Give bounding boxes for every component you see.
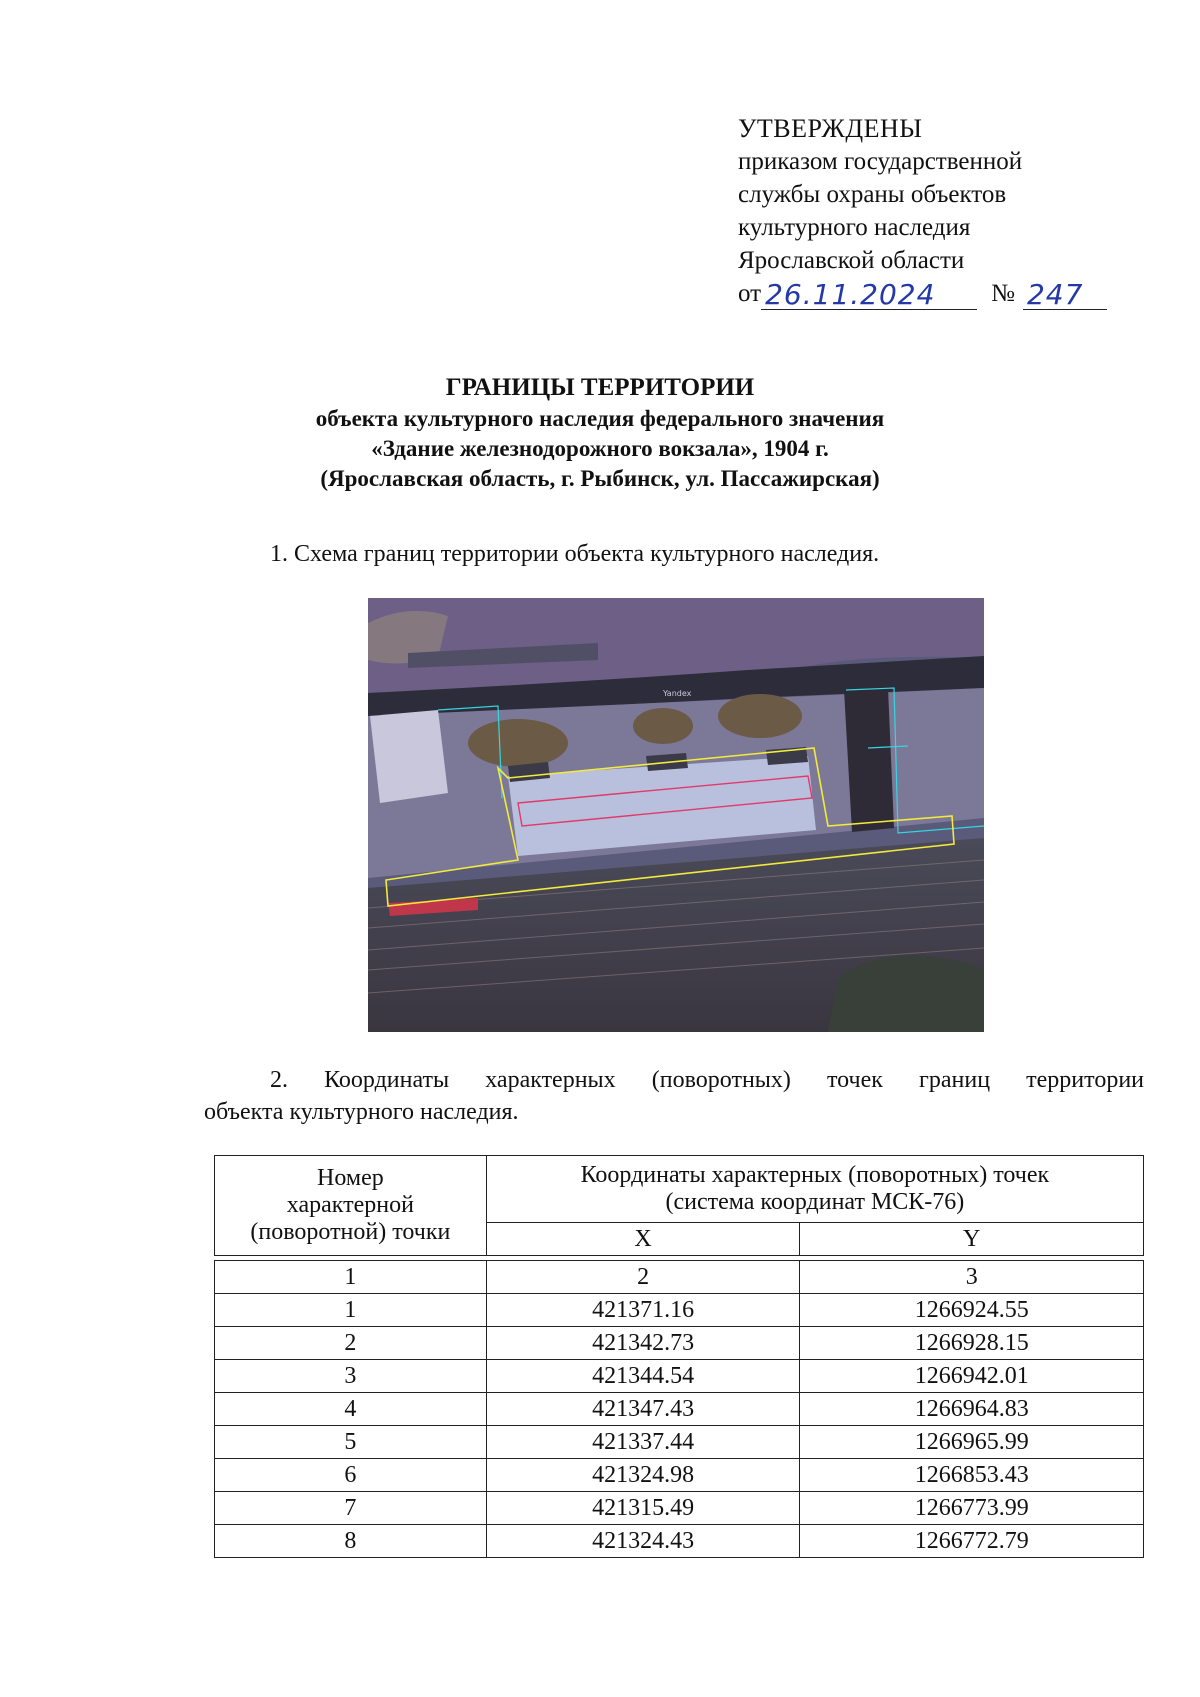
table-cell: 1266964.83 <box>800 1393 1144 1426</box>
section-2-heading-line2: объекта культурного наследия. <box>204 1099 519 1125</box>
header-coordinates: Координаты характерных (поворотных) точек (система координат МСК-76) <box>486 1156 1143 1223</box>
title-line: «Здание железнодорожного вокзала», 1904 г. <box>371 436 829 461</box>
table-cell: 1266773.99 <box>800 1492 1144 1525</box>
table-cell: 8 <box>215 1525 487 1558</box>
approval-block <box>738 112 1107 310</box>
map-flowerbed <box>468 719 568 767</box>
table-cell: 7 <box>215 1492 487 1525</box>
table-cell: 421315.49 <box>486 1492 800 1525</box>
boundary-map-image <box>368 598 984 1032</box>
approval-line: приказом государственной <box>738 148 1023 175</box>
title-line: объекта культурного наследия федерального значения <box>315 406 885 431</box>
header-point-number: Номер характерной (поворотной) точки <box>215 1156 487 1256</box>
map-flowerbed <box>633 708 693 744</box>
coordinates-table <box>214 1155 1144 1558</box>
header-y: Y <box>800 1223 1144 1256</box>
table-row <box>215 1492 1144 1525</box>
table-row <box>215 1525 1144 1558</box>
date-field <box>761 277 977 310</box>
table-cell: 5 <box>215 1426 487 1459</box>
table-cell: 3 <box>800 1261 1144 1294</box>
table-cell: 1266965.99 <box>800 1426 1144 1459</box>
handwritten-number: 247 <box>1026 278 1084 311</box>
table-cell: 2 <box>486 1261 800 1294</box>
number-label: № <box>991 280 1015 307</box>
table-cell: 1266853.43 <box>800 1459 1144 1492</box>
table-cell: 421324.43 <box>486 1525 800 1558</box>
map-watermark: Yandex <box>663 689 692 698</box>
approval-date-line <box>738 277 1107 310</box>
table-cell: 421344.54 <box>486 1360 800 1393</box>
approval-heading: УТВЕРЖДЕНЫ <box>738 114 923 143</box>
table-row <box>215 1294 1144 1327</box>
table-cell: 421337.44 <box>486 1426 800 1459</box>
table-row <box>215 1360 1144 1393</box>
table-cell: 6 <box>215 1459 487 1492</box>
table-cell: 1 <box>215 1261 487 1294</box>
table-cell: 421324.98 <box>486 1459 800 1492</box>
document-title <box>0 372 1200 494</box>
table-cell: 2 <box>215 1327 487 1360</box>
title-line: (Ярославская область, г. Рыбинск, ул. Пассажирская) <box>320 466 880 491</box>
handwritten-date: 26.11.2024 <box>765 278 936 311</box>
table-row <box>215 1393 1144 1426</box>
table-cell: 1 <box>215 1294 487 1327</box>
table-cell: 1266924.55 <box>800 1294 1144 1327</box>
map-flowerbed <box>718 694 802 738</box>
table-row <box>215 1459 1144 1492</box>
number-field <box>1023 277 1107 310</box>
table-cell: 421371.16 <box>486 1294 800 1327</box>
table-cell: 1266928.15 <box>800 1327 1144 1360</box>
table-row <box>215 1327 1144 1360</box>
table-cell: 1266772.79 <box>800 1525 1144 1558</box>
table-row <box>215 1426 1144 1459</box>
header-x: X <box>486 1223 800 1256</box>
table-cell: 3 <box>215 1360 487 1393</box>
map-left-building <box>370 710 448 803</box>
table-cell: 1266942.01 <box>800 1360 1144 1393</box>
approval-line: Ярославской области <box>738 247 965 274</box>
approval-line: культурного наследия <box>738 214 971 241</box>
table-cell: 421342.73 <box>486 1327 800 1360</box>
table-cell: 4 <box>215 1393 487 1426</box>
title-line: ГРАНИЦЫ ТЕРРИТОРИИ <box>445 374 755 401</box>
from-label: от <box>738 280 762 307</box>
section-1-heading: 1. Схема границ территории объекта культурного наследия. <box>270 541 880 567</box>
map-right-building <box>844 688 894 832</box>
section-2-heading-line1: 2. Координаты характерных (поворотных) точек границ территории <box>270 1067 1144 1093</box>
approval-line: службы охраны объектов <box>738 181 1007 208</box>
table-column-numbers <box>215 1261 1144 1294</box>
table-cell: 421347.43 <box>486 1393 800 1426</box>
